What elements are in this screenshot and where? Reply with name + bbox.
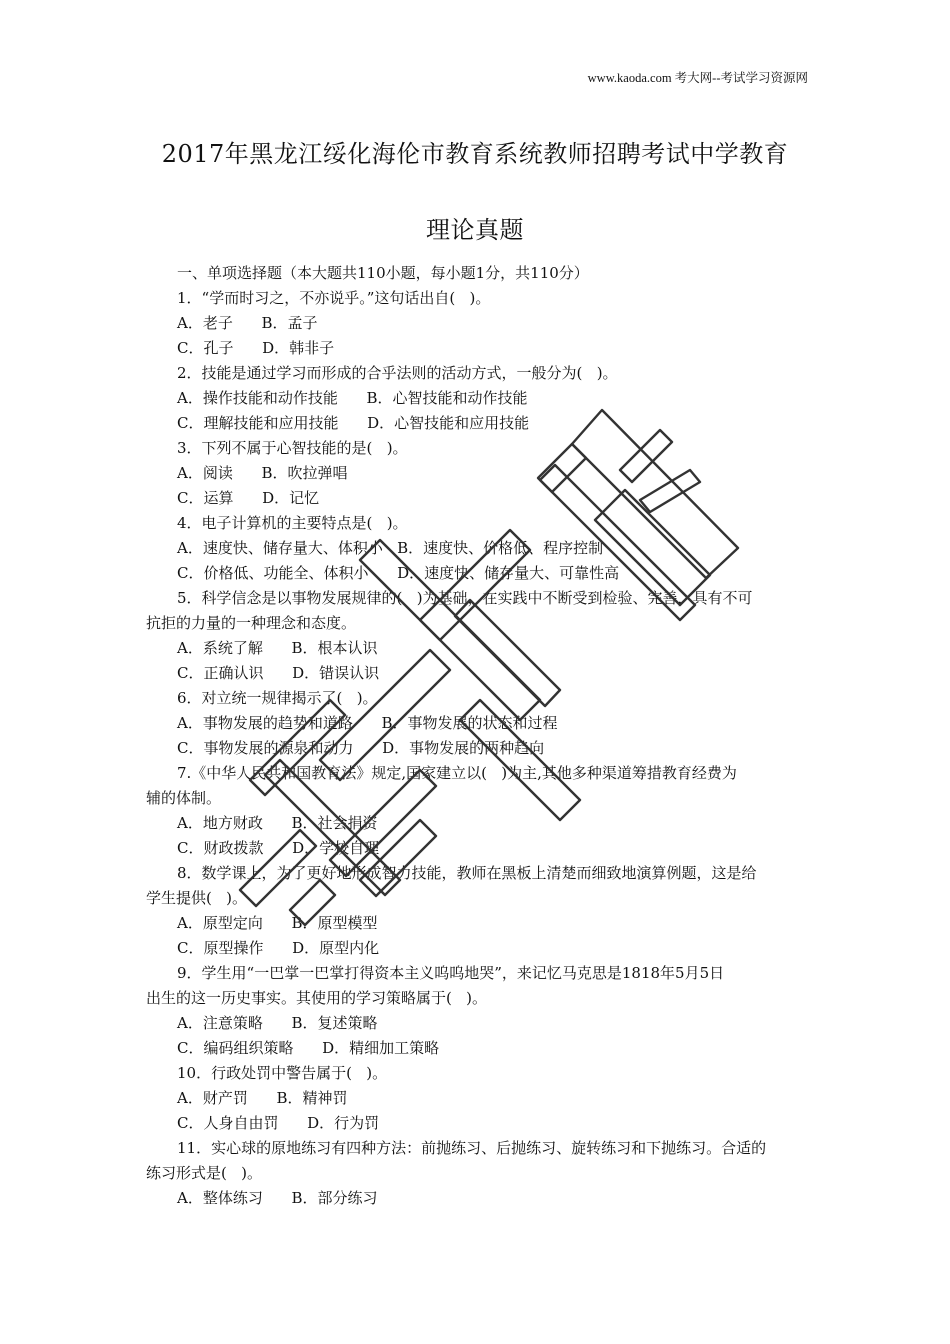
answer-options: C．人身自由罚 D．行为罚 bbox=[177, 1114, 380, 1132]
site-header[interactable]: www.kaoda.com 考大网--考试学习资源网 bbox=[587, 71, 808, 85]
answer-options: C．运算 D．记忆 bbox=[177, 489, 320, 507]
question-text: 6．对立统一规律揭示了( )。 bbox=[177, 689, 378, 707]
answer-options: A．地方财政 B．社会捐资 bbox=[177, 814, 378, 832]
document-title-line-1: 2017年黑龙江绥化海伦市教育系统教师招聘考试中学教育 bbox=[161, 140, 789, 168]
section-heading: 一、单项选择题（本大题共110小题，每小题1分，共110分） bbox=[177, 264, 589, 282]
question-text: 10．行政处罚中警告属于( )。 bbox=[177, 1064, 388, 1082]
answer-options: A．速度快、储存量大、体积小 B．速度快、价格低、程序控制 bbox=[177, 539, 604, 557]
question-text: 9．学生用“一巴掌一巴掌打得资本主义呜呜地哭”，来记忆马克思是1818年5月5日 bbox=[177, 964, 725, 982]
answer-options: A．注意策略 B．复述策略 bbox=[177, 1014, 378, 1032]
question-text-continued: 辅的体制。 bbox=[146, 789, 222, 807]
answer-options: A．系统了解 B．根本认识 bbox=[177, 639, 378, 657]
answer-options: C．编码组织策略 D．精细加工策略 bbox=[177, 1039, 440, 1057]
question-text: 2．技能是通过学习而形成的合乎法则的活动方式，一般分为( )。 bbox=[177, 364, 618, 382]
answer-options: A．财产罚 B．精神罚 bbox=[177, 1089, 348, 1107]
question-text-continued: 学生提供( )。 bbox=[146, 889, 248, 907]
question-text: 11．实心球的原地练习有四种方法：前抛练习、后抛练习、旋转练习和下抛练习。合适的 bbox=[177, 1139, 767, 1157]
answer-options: A．老子 B．孟子 bbox=[177, 314, 318, 332]
answer-options: C．正确认识 D．错误认识 bbox=[177, 664, 380, 682]
answer-options: C．原型操作 D．原型内化 bbox=[177, 939, 380, 957]
question-text: 7.《中华人民共和国教育法》规定,国家建立以( )为主,其他多种渠道筹措教育经费为 bbox=[177, 764, 737, 782]
answer-options: A．原型定向 B．原型模型 bbox=[177, 914, 378, 932]
answer-options: C．理解技能和应用技能 D．心智技能和应用技能 bbox=[177, 414, 530, 432]
answer-options: C．财政拨款 D．学校自理 bbox=[177, 839, 380, 857]
answer-options: A．阅读 B．吹拉弹唱 bbox=[177, 464, 348, 482]
answer-options: A．操作技能和动作技能 B．心智技能和动作技能 bbox=[177, 389, 528, 407]
question-text: 1．“学而时习之，不亦说乎。”这句话出自( )。 bbox=[177, 289, 491, 307]
answer-options: C．事物发展的源泉和动力 D．事物发展的两种趋向 bbox=[177, 739, 545, 757]
question-text: 5．科学信念是以事物发展规律的( )为基础，在实践中不断受到检验、完善，具有不可 bbox=[177, 589, 753, 607]
question-text: 8．数学课上，为了更好地形成智力技能，教师在黑板上清楚而细致地演算例题，这是给 bbox=[177, 864, 757, 882]
answer-options: A．整体练习 B．部分练习 bbox=[177, 1189, 378, 1207]
question-text-continued: 练习形式是( )。 bbox=[146, 1164, 263, 1182]
document-title-line-2: 理论真题 bbox=[426, 216, 524, 244]
question-text-continued: 出生的这一历史事实。其使用的学习策略属于( )。 bbox=[146, 989, 488, 1007]
answer-options: C．价格低、功能全、体积小 D．速度快、储存量大、可靠性高 bbox=[177, 564, 620, 582]
question-text: 3．下列不属于心智技能的是( )。 bbox=[177, 439, 408, 457]
question-text: 4．电子计算机的主要特点是( )。 bbox=[177, 514, 408, 532]
answer-options: A．事物发展的趋势和道路 B．事物发展的状态和过程 bbox=[177, 714, 558, 732]
answer-options: C．孔子 D．韩非子 bbox=[177, 339, 335, 357]
question-list bbox=[146, 261, 808, 1211]
question-text-continued: 抗拒的力量的一种理念和态度。 bbox=[146, 614, 357, 632]
